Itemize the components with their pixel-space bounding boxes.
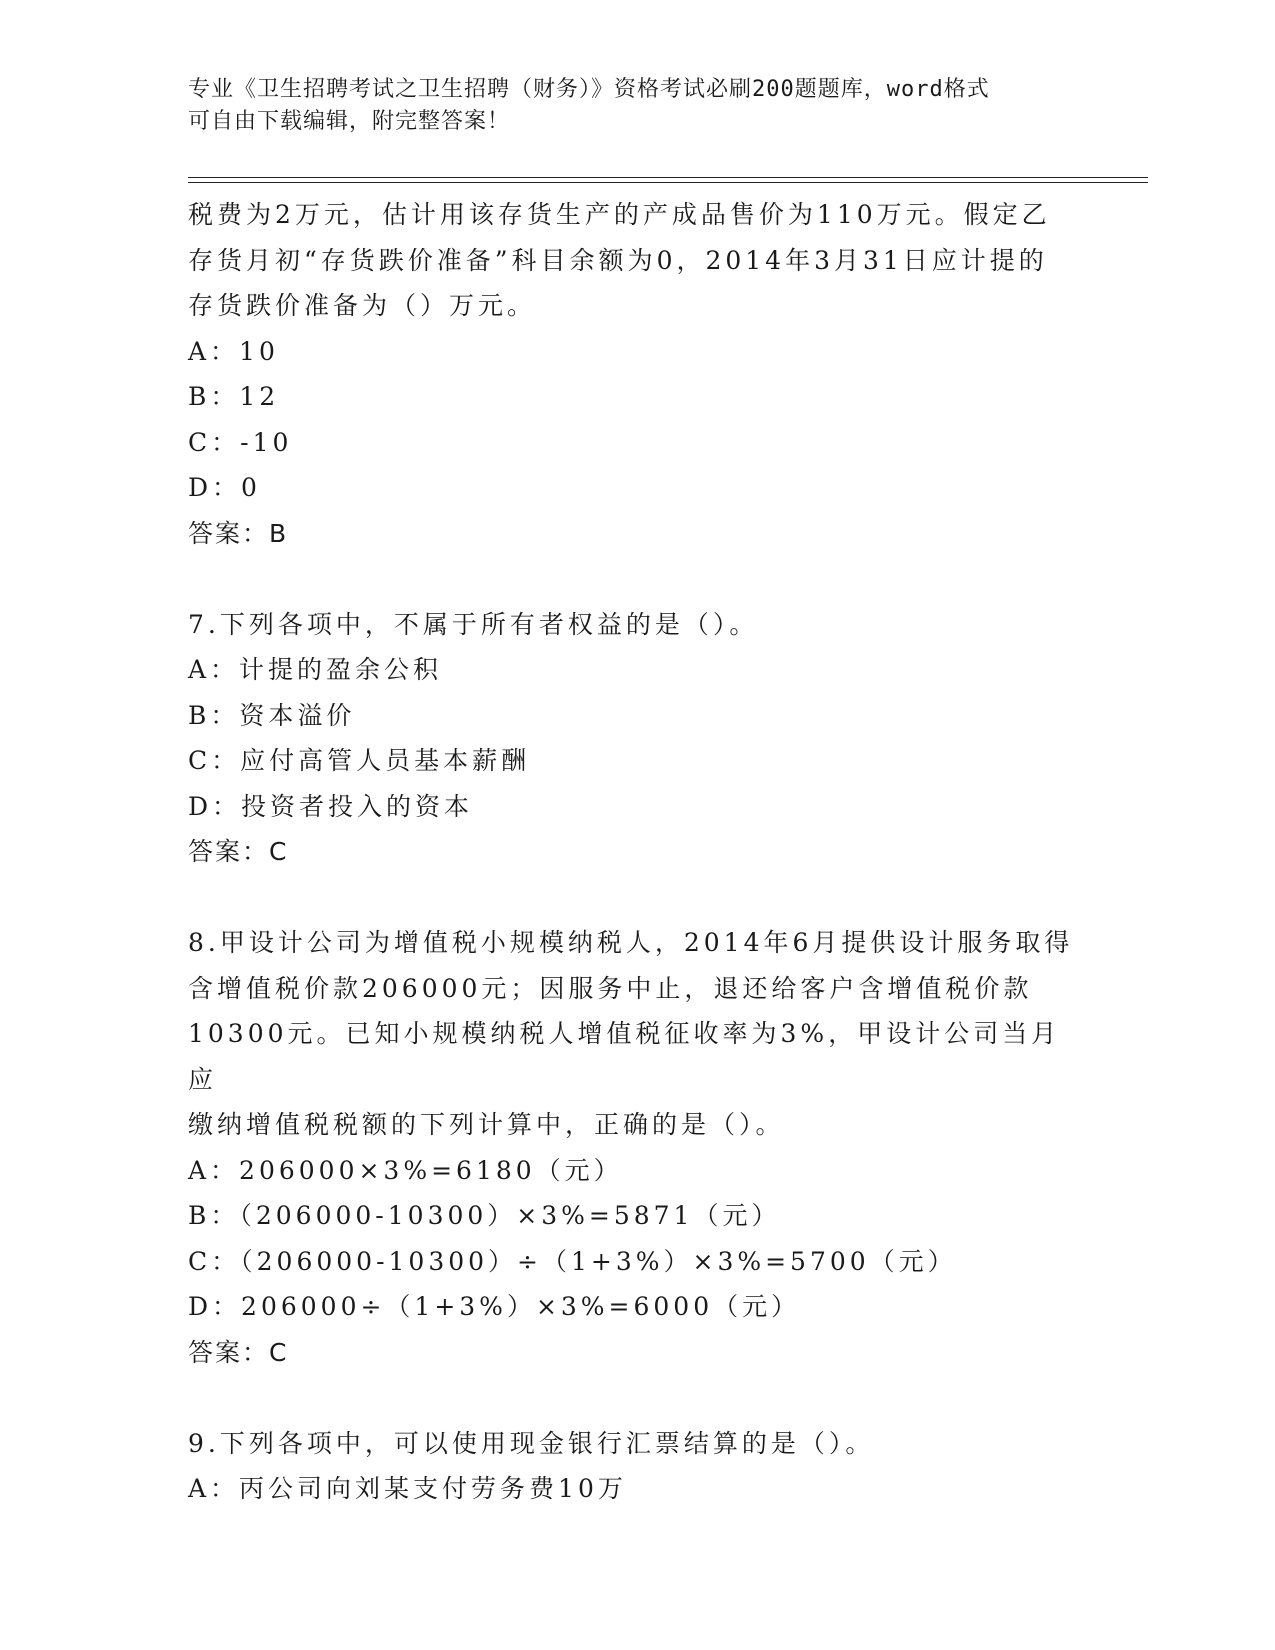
option-a: A：丙公司向刘某支付劳务费10万	[188, 1474, 627, 1503]
question-stem-line: 税费为2万元，估计用该存货生产的产成品售价为110万元。假定乙	[188, 200, 1051, 229]
question-list	[188, 192, 1088, 1512]
question-stem-line: 含增值税价款206000元；因服务中止，退还给客户含增值税价款	[188, 973, 1033, 1003]
header-rule-bottom	[188, 182, 1148, 183]
document-header	[188, 74, 1068, 138]
answer: 答案：C	[188, 837, 289, 866]
question-7	[188, 602, 1088, 875]
option-c: C：（206000-10300）÷（1+3%）×3%=5700（元）	[188, 1246, 957, 1276]
question-8	[188, 920, 1088, 1375]
option-d: D：0	[188, 473, 261, 502]
header-line-2: 可自由下载编辑，附完整答案！	[188, 109, 511, 134]
option-b: B：12	[188, 382, 280, 411]
question-stem-line: 存货跌价准备为（）万元。	[188, 291, 537, 320]
option-b: B：（206000-10300）×3%=5871（元）	[188, 1201, 781, 1230]
spacer	[188, 875, 1088, 921]
question-stem-line: 10300元。已知小规模纳税人增值税征收率为3%，甲设计公司当月应	[188, 1019, 1061, 1094]
option-c: C：-10	[188, 427, 293, 457]
spacer	[188, 556, 1088, 602]
answer: 答案：B	[188, 518, 289, 548]
spacer	[188, 1375, 1088, 1421]
option-d: D：投资者投入的资本	[188, 791, 474, 821]
option-a: A：计提的盈余公积	[188, 655, 443, 684]
question-stem-line: 缴纳增值税税额的下列计算中，正确的是（）。	[188, 1110, 785, 1139]
option-a: A：10	[188, 336, 279, 366]
header-rule-top	[188, 177, 1148, 178]
header-line-1: 专业《卫生招聘考试之卫生招聘（财务）》资格考试必刷200题题库，word格式	[188, 77, 990, 102]
question-stem-line: 8.甲设计公司为增值税小规模纳税人，2014年6月提供设计服务取得	[188, 928, 1074, 957]
question-stem-line: 7.下列各项中，不属于所有者权益的是（）。	[188, 609, 759, 639]
question-9	[188, 1421, 1088, 1512]
question-stem-line: 存货月初“存货跌价准备”科目余额为0，2014年3月31日应计提的	[188, 245, 1048, 275]
question-6	[188, 192, 1088, 556]
question-stem-line: 9.下列各项中，可以使用现金银行汇票结算的是（）。	[188, 1428, 875, 1458]
option-a: A：206000×3%=6180（元）	[188, 1155, 623, 1185]
option-d: D：206000÷（1+3%）×3%=6000（元）	[188, 1292, 801, 1321]
option-b: B：资本溢价	[188, 700, 356, 730]
answer: 答案：C	[188, 1337, 289, 1367]
option-c: C：应付高管人员基本薪酬	[188, 746, 531, 775]
